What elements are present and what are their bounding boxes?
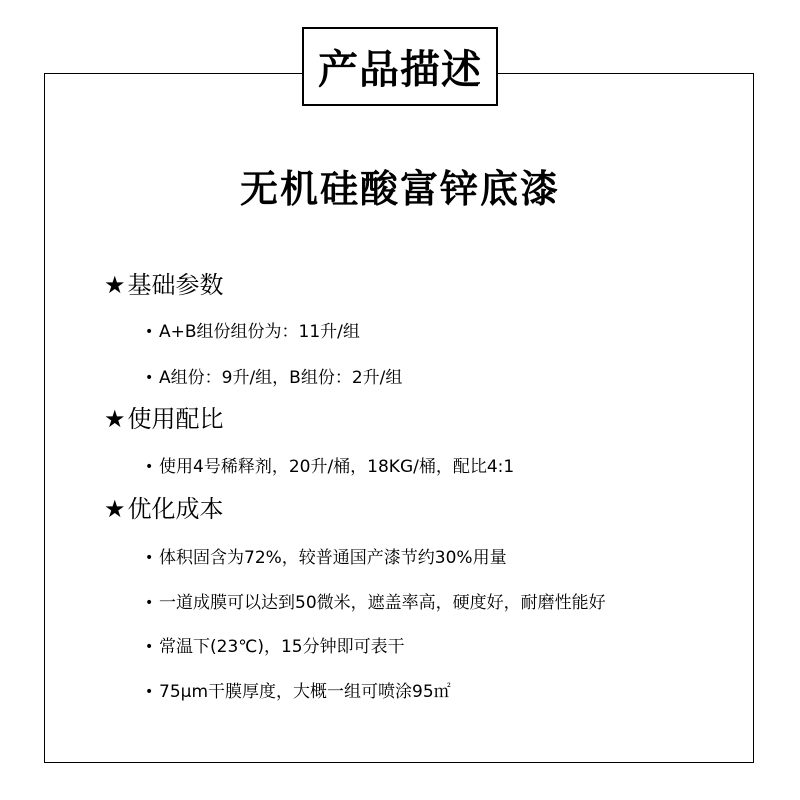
bullet-icon: • xyxy=(145,595,154,611)
section-heading-cost-optimization xyxy=(104,493,224,525)
bullet-icon: • xyxy=(145,684,154,700)
star-icon: ★ xyxy=(104,405,126,433)
bullet-icon: • xyxy=(145,550,154,566)
section-heading-label: 基础参数 xyxy=(127,271,224,299)
list-item xyxy=(145,319,360,345)
list-item xyxy=(145,590,606,616)
list-item-text: 使用4号稀释剂，20升/桶，18KG/桶，配比4:1 xyxy=(159,457,515,477)
star-icon: ★ xyxy=(104,271,126,299)
product-name: 无机硅酸富锌底漆 xyxy=(239,167,560,211)
list-item-text: 常温下(23℃)，15分钟即可表干 xyxy=(159,637,405,657)
star-icon: ★ xyxy=(104,495,126,523)
bullet-icon: • xyxy=(145,324,154,340)
list-item-text: 体积固含为72%，较普通国产漆节约30%用量 xyxy=(159,548,507,568)
bullet-icon: • xyxy=(145,370,154,386)
bullet-icon: • xyxy=(145,639,154,655)
list-item-text: A+B组份组份为：11升/组 xyxy=(159,322,360,342)
section-heading-label: 使用配比 xyxy=(127,405,224,433)
list-item xyxy=(145,545,507,571)
list-item xyxy=(145,679,451,705)
list-item xyxy=(145,365,402,391)
list-item xyxy=(145,634,405,660)
bullet-icon: • xyxy=(145,459,154,475)
list-item-text: A组份：9升/组，B组份：2升/组 xyxy=(159,368,403,388)
page-title: 产品描述 xyxy=(302,27,498,106)
section-heading-basic-params xyxy=(104,269,224,301)
list-item-text: 一道成膜可以达到50微米，遮盖率高，硬度好，耐磨性能好 xyxy=(159,593,606,613)
list-item-text: 75μm干膜厚度，大概一组可喷涂95㎡ xyxy=(159,682,451,702)
section-heading-usage-ratio xyxy=(104,403,224,435)
list-item xyxy=(145,454,514,480)
section-heading-label: 优化成本 xyxy=(127,495,224,523)
